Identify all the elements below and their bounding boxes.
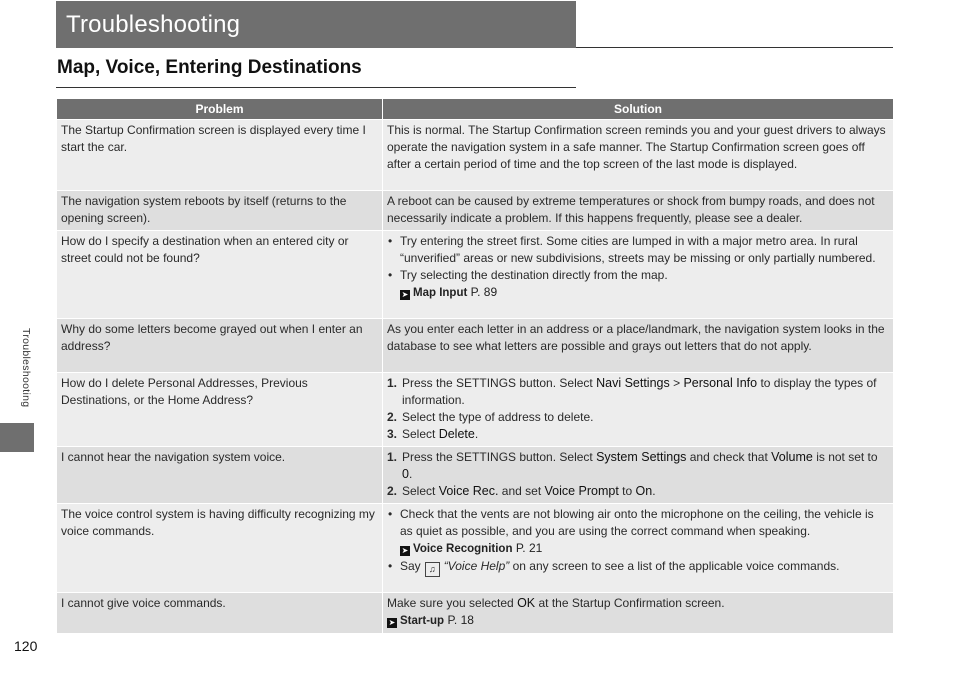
problem-cell: How do I delete Personal Addresses, Previous Destinations, or the Home Address? (57, 373, 382, 446)
table-row (57, 593, 893, 633)
column-header-solution: Solution (383, 99, 893, 119)
step-number: 3. (387, 427, 398, 441)
step-text: . (408, 467, 413, 481)
step-text: to display the types of information. (402, 376, 877, 407)
solution-step (387, 375, 888, 409)
ok-menu-item: OK (517, 596, 536, 610)
page-number: 120 (14, 638, 38, 654)
solution-cell (383, 373, 893, 446)
step-text: Select (402, 484, 439, 498)
step-text: and check that (686, 450, 772, 464)
problem-cell: The navigation system reboots by itself (returns to the opening screen). (57, 191, 382, 230)
solution-cell: This is normal. The Startup Confirmation screen reminds you and your guest drivers to always operate the navigation system in a safe manner. The Startup Confirmation screen goes off after a certain period of time and the top screen of the last mode is displayed. (383, 120, 893, 190)
step-text: . (652, 484, 656, 498)
start-up-reference[interactable] (387, 613, 474, 627)
solution-step (387, 426, 888, 443)
solution-bullet (387, 558, 888, 577)
troubleshooting-table (56, 98, 894, 634)
problem-cell: I cannot give voice commands. (57, 593, 382, 633)
step-separator: > (669, 376, 684, 390)
reference-page: P. 18 (447, 613, 474, 627)
table-row (57, 231, 893, 318)
solution-cell: A reboot can be caused by extreme temperatures or shock from bumpy roads, and does not necessarily indicate a problem. If this happens frequently, please see a dealer. (383, 191, 893, 230)
step-text: Press the SETTINGS button. Select (402, 450, 597, 464)
solution-step (387, 483, 888, 500)
step-text: Press the SETTINGS button. Select (402, 376, 597, 390)
volume-menu-item: Volume (771, 450, 813, 464)
reference-page: P. 21 (515, 541, 543, 555)
chapter-title: Troubleshooting (66, 11, 241, 38)
step-text: is not set to (812, 450, 878, 464)
personal-info-menu-item: Personal Info (683, 376, 758, 390)
chapter-title-bar (56, 1, 576, 48)
column-header-problem: Problem (57, 99, 382, 119)
problem-cell: Why do some letters become grayed out when I enter an address? (57, 319, 382, 372)
step-text: Select the type of address to delete. (402, 410, 594, 424)
table-row (57, 504, 893, 592)
bullet-text: on any screen to see a list of the applicable voice commands. (509, 559, 840, 573)
step-number: 1. (387, 450, 398, 464)
solution-text: at the Startup Confirmation screen. (535, 596, 725, 610)
talk-button-icon: ♫ (425, 562, 440, 577)
step-text: and set (498, 484, 545, 498)
voice-command: “Voice Help” (443, 559, 510, 573)
reference-arrow-icon: ➤ (401, 290, 409, 299)
table-row (57, 120, 893, 190)
problem-cell: The voice control system is having difficulty recognizing my voice commands. (57, 504, 382, 592)
bullet-text: Check that the vents are not blowing air onto the microphone on the ceiling, the vehicle is as quiet as possible, and you are using the correct command when speaking. (400, 507, 874, 538)
problem-cell: How do I specify a destination when an entered city or street could not be found? (57, 231, 382, 318)
bullet-text: Try selecting the destination directly from the map. (400, 268, 668, 282)
voice-recognition-reference[interactable] (400, 541, 542, 555)
solution-cell (383, 504, 893, 592)
voice-prompt-value: On (635, 484, 653, 498)
reference-name: Start-up (400, 615, 445, 627)
solution-step (387, 409, 888, 426)
solution-step (387, 449, 888, 483)
navi-settings-menu-item: Navi Settings (596, 376, 670, 390)
reference-name: Voice Recognition (413, 543, 513, 555)
step-text: Select (402, 427, 439, 441)
delete-menu-item: Delete (438, 427, 475, 441)
step-number: 2. (387, 484, 398, 498)
table-header-row (57, 99, 893, 119)
map-input-reference[interactable] (400, 285, 497, 299)
section-rule (56, 87, 576, 88)
voice-rec-menu-item: Voice Rec. (438, 484, 499, 498)
problem-cell: I cannot hear the navigation system voice. (57, 447, 382, 503)
reference-arrow-icon: ➤ (388, 618, 396, 627)
solution-text: Make sure you selected (387, 596, 518, 610)
step-number: 1. (387, 376, 398, 390)
solution-cell: As you enter each letter in an address or a place/landmark, the navigation system looks in the database to see what letters are possible and grays out letters that do not apply. (383, 319, 893, 372)
system-settings-menu-item: System Settings (596, 450, 687, 464)
section-title: Map, Voice, Entering Destinations (57, 57, 362, 78)
reference-page: P. 89 (470, 285, 498, 299)
table-row (57, 191, 893, 230)
side-tab-label: Troubleshooting (20, 328, 32, 408)
table-row (57, 373, 893, 446)
solution-bullet: • Try entering the street first. Some cities are lumped in with a major metro area. In rural “unverified” areas or new subdivisions, streets may be missing or only partially numbered. (387, 233, 888, 267)
problem-cell: The Startup Confirmation screen is displayed every time I start the car. (57, 120, 382, 190)
solution-bullet (387, 506, 888, 558)
step-number: 2. (387, 410, 398, 424)
volume-value: 0 (402, 467, 409, 481)
reference-name: Map Input (413, 287, 468, 299)
solution-cell (383, 231, 893, 318)
step-text: . (474, 427, 479, 441)
table-row (57, 319, 893, 372)
side-tab-marker (0, 423, 34, 452)
bullet-text: Say (400, 559, 421, 573)
step-text: to (618, 484, 636, 498)
solution-bullet (387, 267, 888, 302)
table-row (57, 447, 893, 503)
voice-prompt-menu-item: Voice Prompt (544, 484, 619, 498)
solution-cell (383, 593, 893, 633)
reference-arrow-icon: ➤ (401, 546, 409, 555)
title-rule (576, 47, 893, 48)
solution-cell (383, 447, 893, 503)
